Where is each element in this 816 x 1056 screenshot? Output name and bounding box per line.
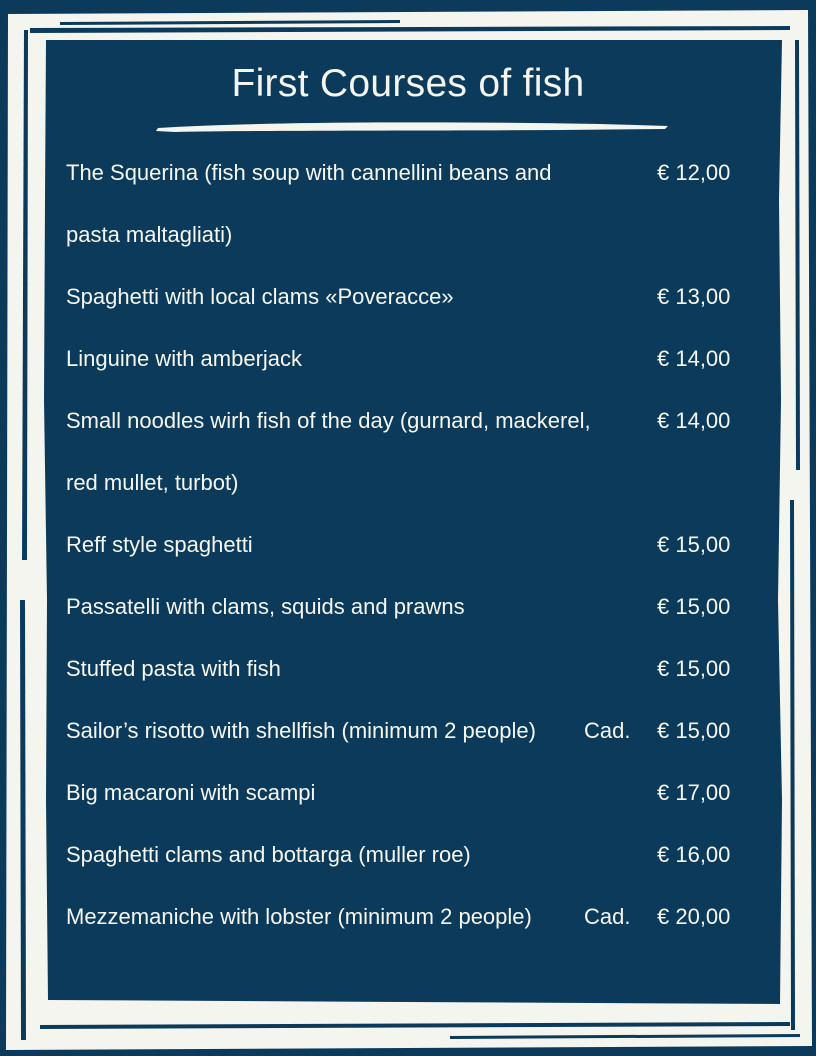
menu-item-price: € 17,00 bbox=[657, 780, 731, 805]
menu-item-unit: Cad. bbox=[584, 904, 631, 929]
menu-item-name: Passatelli with clams, squids and prawns bbox=[66, 594, 465, 619]
menu-item-name: Big macaroni with scampi bbox=[66, 780, 316, 805]
menu-item-unit: Cad. bbox=[584, 718, 631, 743]
menu-item-name: Spaghetti clams and bottarga (muller roe) bbox=[66, 842, 471, 867]
menu-item-price: € 15,00 bbox=[657, 532, 731, 557]
menu-item-price: € 13,00 bbox=[657, 284, 731, 309]
menu-item-name: Small noodles wirh fish of the day (gurnard, mackerel, bbox=[66, 408, 591, 433]
menu-item-name: Spaghetti with local clams «Poveracce» bbox=[66, 284, 454, 309]
menu-item-price: € 15,00 bbox=[657, 656, 731, 681]
menu-item-name: Reff style spaghetti bbox=[66, 532, 253, 557]
page-title: First Courses of fish bbox=[231, 62, 585, 105]
menu-item-name: Mezzemaniche with lobster (minimum 2 people) bbox=[66, 904, 532, 929]
menu-item-name: pasta maltagliati) bbox=[66, 222, 233, 247]
menu-item-name: Sailor’s risotto with shellfish (minimum 2 people) bbox=[66, 718, 536, 743]
menu-item-price: € 15,00 bbox=[657, 718, 731, 743]
menu-item-name: red mullet, turbot) bbox=[66, 470, 239, 495]
menu-item-price: € 16,00 bbox=[657, 842, 731, 867]
menu-item-price: € 14,00 bbox=[657, 346, 731, 371]
title-underline bbox=[156, 122, 668, 132]
menu-item-price: € 14,00 bbox=[657, 408, 731, 433]
menu-item-name: Linguine with amberjack bbox=[66, 346, 303, 371]
menu-item-price: € 20,00 bbox=[657, 904, 731, 929]
menu-item-price: € 15,00 bbox=[657, 594, 731, 619]
menu-item-price: € 12,00 bbox=[657, 160, 731, 185]
menu-item-name: Stuffed pasta with fish bbox=[66, 656, 281, 681]
menu-item-name: The Squerina (fish soup with cannellini beans and bbox=[66, 160, 552, 185]
